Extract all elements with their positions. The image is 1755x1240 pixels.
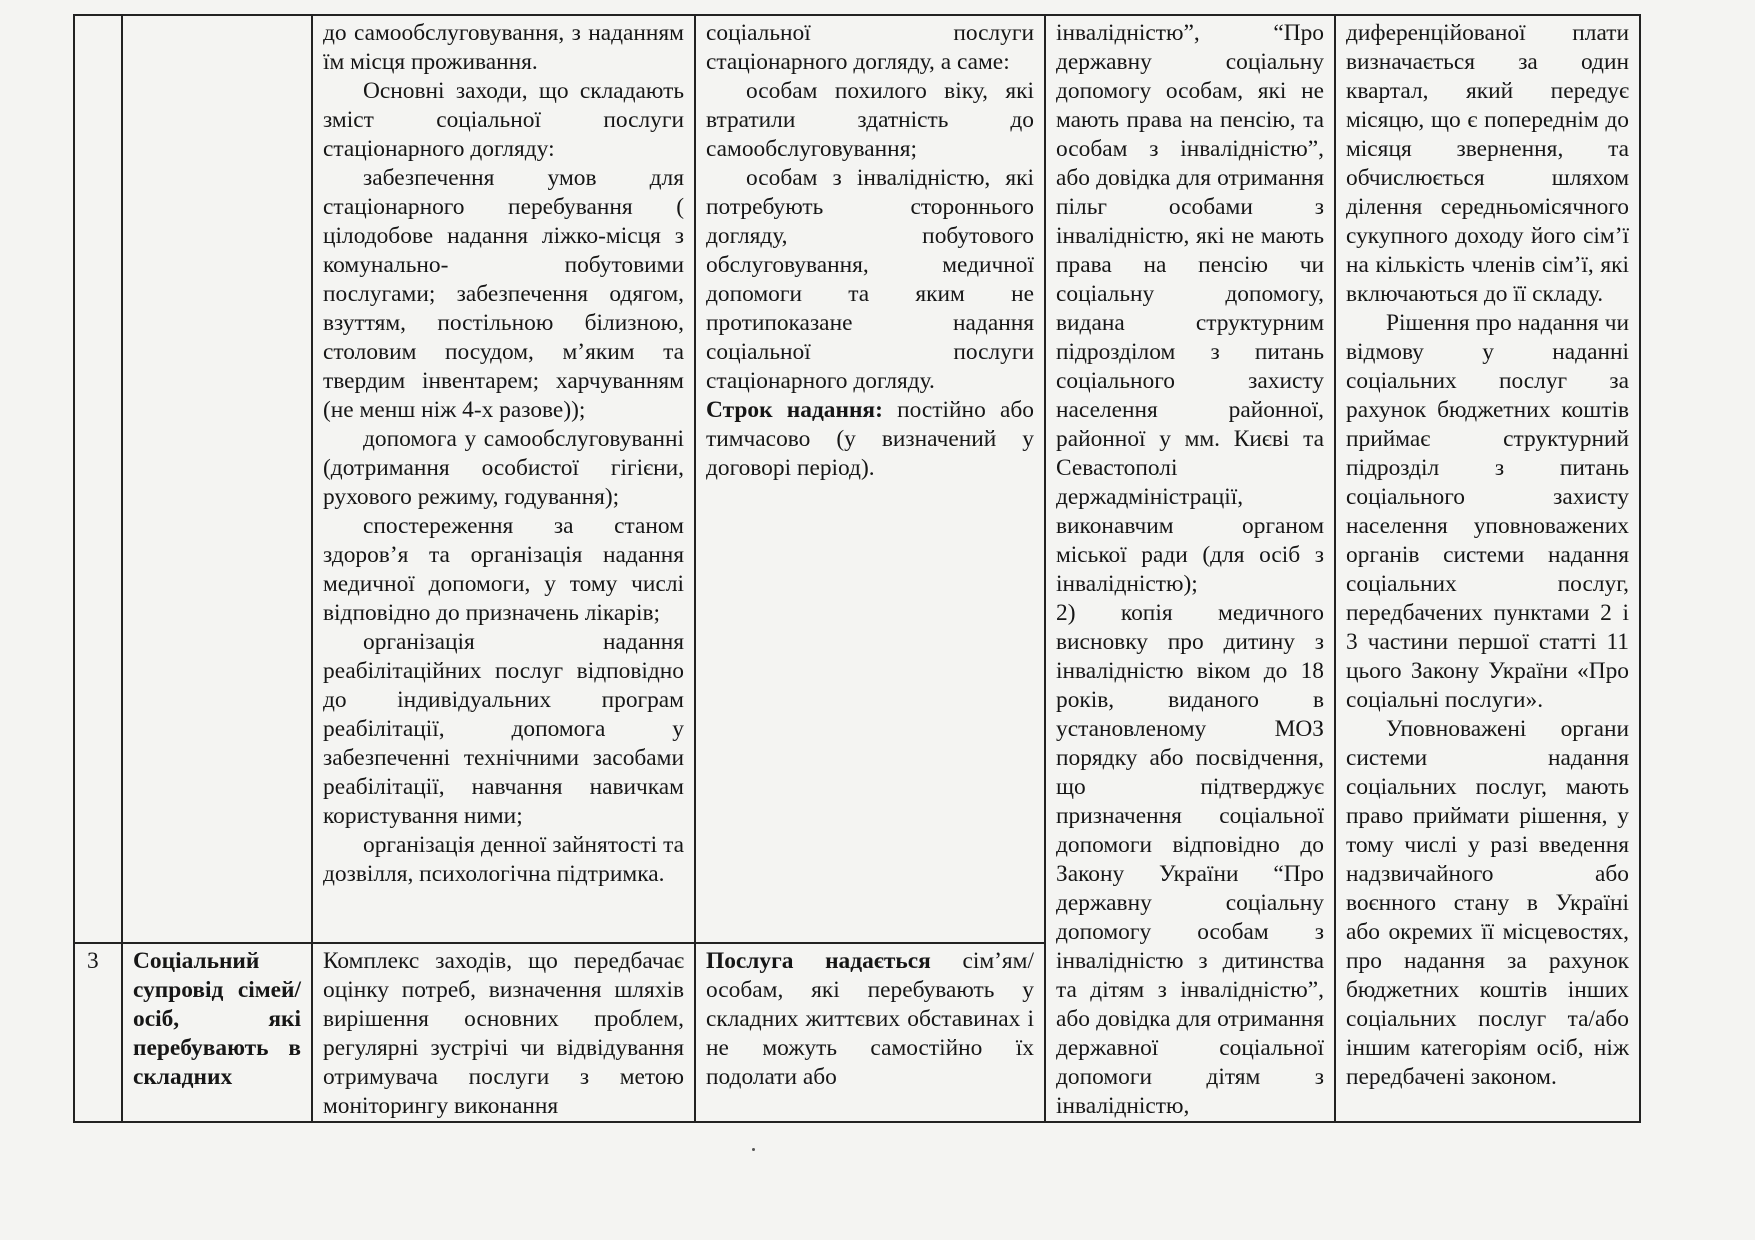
services-table (73, 14, 1755, 1123)
cell-conditions (1335, 15, 1640, 1122)
description-paragraph: організація надання реабілітаційних послуг відповідно до індивідуальних програм реабілітації, допомога у забезпеченні технічними засобами реабілітації, навчання навичкам користування ними; (323, 629, 684, 829)
description-paragraph: Комплекс заходів, що передбачає оцінку потреб, визначення шляхів вирішення основних проблем, регулярні зустрічі чи відвідування отримувача послуги з метою моніторингу виконання (323, 947, 684, 1119)
description-paragraph: Основні заходи, що складають зміст соціальної послуги стаціонарного догляду: (323, 78, 684, 162)
cell-service-name-empty (122, 15, 312, 943)
recipients-paragraph (706, 947, 1034, 1092)
service-name: Соціальний супровід сімей/осіб, які перебувають в складних (133, 947, 301, 1090)
cell-service-name (122, 943, 312, 1123)
term-paragraph (706, 396, 1034, 483)
documents-paragraph: інвалідністю”, “Про державну соціальну допомогу особам, які не мають права на пенсію, та особам з інвалідністю”, або довідка для отримання пільг особами з інвалідністю, які не мають права на пенсію чи соціальну допомогу, видана структурним підрозділом з питань соціального захисту населення районної, районної у мм. Києві та Севастополі держадміністрації, виконавчим органом міської ради (для осіб з інвалідністю); (1056, 20, 1324, 597)
description-paragraph: організація денної зайнятості та дозвілля, психологічна підтримка. (323, 832, 684, 887)
cell-service-description (312, 943, 695, 1123)
description-paragraph: забезпечення умов для стаціонарного перебування ( цілодобове надання ліжко-місця з комунально- побутовими послугами; забезпечення одягом, взуттям, постільною білизною, столовим посудом, м’яким та твердим інвентарем; харчуванням (не менш ніж 4-х разове)); (323, 165, 684, 423)
cell-recipients (695, 943, 1045, 1123)
description-paragraph: допомога у самообслуговуванні (дотримання особистої гігієни, рухового режиму, годування); (323, 426, 684, 510)
recipients-paragraph: особам похилого віку, які втратили здатність до самообслуговування; (706, 78, 1034, 162)
cell-number-empty (74, 15, 122, 943)
table-row-continuation (74, 15, 1755, 943)
recipients-paragraph: соціальної послуги стаціонарного догляду, а саме: (706, 20, 1034, 75)
recipients-text: сім’ям/особам, які перебувають у складних життєвих обставинах і не можуть самостійно їх подолати або (706, 947, 1034, 1090)
recipients-label: Послуга надається (706, 947, 931, 974)
conditions-paragraph: диференційованої плати визначається за один квартал, який передує місяцю, що є попереднім до місяця звернення, та обчислюється шляхом ділення середньомісячного сукупного доходу його сім’ї на кількість членів сім’ї, які включаються до її складу. (1346, 20, 1629, 307)
cell-documents (1045, 15, 1335, 1122)
cell-recipients (695, 15, 1045, 943)
description-paragraph: до самообслуговування, з наданням їм місця проживання. (323, 20, 684, 75)
term-label: Строк надання: (706, 397, 883, 423)
cell-service-description (312, 15, 695, 943)
scan-speck (752, 1148, 755, 1151)
conditions-paragraph: Уповноважені органи системи надання соціальних послуг, мають право приймати рішення, у тому числі у разі введення надзвичайного або воєнного стану в Україні або окремих її місцевостях, про надання за рахунок бюджетних коштів інших соціальних послуг та/або іншим категоріям осіб, ніж передбачені законом. (1346, 716, 1629, 1090)
conditions-paragraph: Рішення про надання чи відмову у наданні соціальних послуг за рахунок бюджетних коштів приймає структурний підрозділ з питань соціального захисту населення уповноважених органів системи надання соціальних послуг, передбачених пунктами 2 і 3 частини першої статті 11 цього Закону України «Про соціальні послуги». (1346, 310, 1629, 713)
documents-paragraph: 2) копія медичного висновку про дитину з інвалідністю віком до 18 років, виданого в установленому МОЗ порядку або посвідчення, що підтверджує призначення соціальної допомоги відповідно до Закону України “Про державну соціальну допомогу особам з інвалідністю з дитинства та дітям з інвалідністю”, або довідка для отримання державної соціальної допомоги дітям з інвалідністю, (1056, 600, 1324, 1119)
cell-number: 3 (74, 943, 122, 1123)
recipients-paragraph: особам з інвалідністю, які потребують стороннього догляду, побутового обслуговування, медичної допомоги та яким не протипоказане надання соціальної послуги стаціонарного догляду. (706, 165, 1034, 394)
term-text: постійно або тимчасово (у визначений у договорі період). (706, 397, 1034, 481)
description-paragraph: спостереження за станом здоров’я та організація надання медичної допомоги, у тому числі відповідно до призначень лікарів; (323, 513, 684, 626)
